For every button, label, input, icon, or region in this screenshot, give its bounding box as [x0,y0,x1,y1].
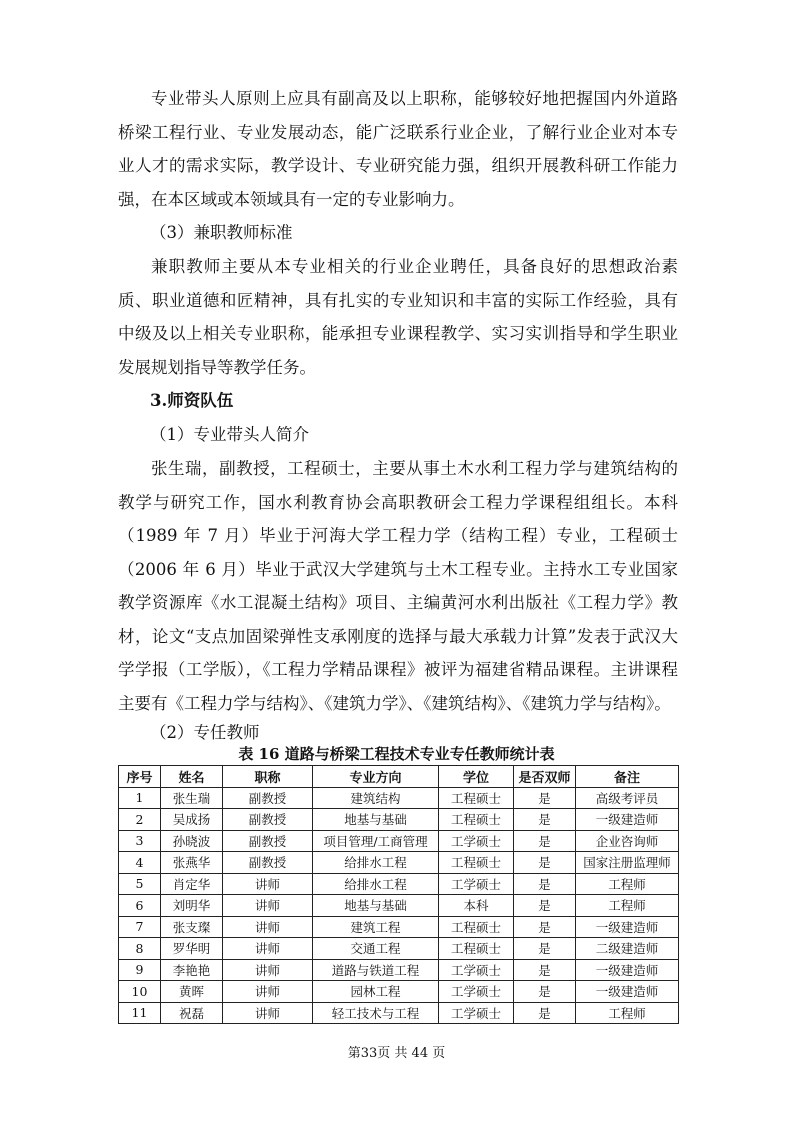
table-cell: 讲师 [223,1002,313,1024]
table-cell: 一级建造师 [576,809,679,831]
table-cell: 是 [514,1002,576,1024]
table-cell: 是 [514,787,576,809]
table-cell: 工程师 [576,1002,679,1024]
table-cell: 副教授 [223,830,313,852]
teacher-statistics-table [118,765,679,1024]
table-cell: 国家注册监理师 [576,852,679,874]
table-row [119,852,679,874]
table-row [119,916,679,938]
table-cell: 建筑工程 [313,916,439,938]
table-cell: 是 [514,830,576,852]
table-cell: 张支璨 [161,916,223,938]
table-cell: 一级建造师 [576,959,679,981]
table-row [119,938,679,960]
table-cell: 副教授 [223,787,313,809]
table-cell: 地基与基础 [313,895,439,917]
table-cell: 李艳艳 [161,959,223,981]
table-cell: 6 [119,895,161,917]
table-cell: 高级考评员 [576,787,679,809]
table-cell: 祝磊 [161,1002,223,1024]
table-cell: 交通工程 [313,938,439,960]
header-cell: 专业方向 [313,766,439,788]
table-cell: 是 [514,938,576,960]
table-cell: 吴成扬 [161,809,223,831]
table-cell: 企业咨询师 [576,830,679,852]
header-cell: 是否双师 [514,766,576,788]
table-cell: 轻工技术与工程 [313,1002,439,1024]
table-cell: 工学硕士 [439,873,514,895]
table-cell: 讲师 [223,938,313,960]
heading-full-time-teachers: （2）专任教师 [150,723,260,742]
paragraph-part-time-teachers: 兼职教师主要从本专业相关的行业企业聘任，具备良好的思想政治素质、职业道德和匠精神，具有扎实的专业知识和丰富的实际工作经验，具有中级及以上相关专业职称，能承担专业课程教学、实习实训指导和学生职业发展规划指导等教学任务。 [118,257,678,377]
heading-part-time-standard: （3）兼职教师标准 [150,223,293,242]
table-cell: 工程硕士 [439,852,514,874]
table-cell: 张生瑞 [161,787,223,809]
header-cell: 备注 [576,766,679,788]
table-cell: 2 [119,809,161,831]
table-cell: 是 [514,981,576,1003]
table-cell: 道路与铁道工程 [313,959,439,981]
table-caption: 表 16 道路与桥梁工程技术专业专任教师统计表 [238,745,555,763]
table-cell: 地基与基础 [313,809,439,831]
table-cell: 是 [514,959,576,981]
table-cell: 工学硕士 [439,830,514,852]
header-cell: 序号 [119,766,161,788]
table-cell: 刘明华 [161,895,223,917]
table-header-row [119,766,679,788]
table-cell: 是 [514,895,576,917]
table-cell: 园林工程 [313,981,439,1003]
table-cell: 项目管理/工商管理 [313,830,439,852]
table-cell: 9 [119,959,161,981]
table-cell: 肖定华 [161,873,223,895]
table-row [119,959,679,981]
table-row [119,830,679,852]
header-cell: 学位 [439,766,514,788]
table-cell: 张燕华 [161,852,223,874]
table-cell: 是 [514,916,576,938]
table-cell: 10 [119,981,161,1003]
table-cell: 二级建造师 [576,938,679,960]
table-cell: 是 [514,873,576,895]
table-cell: 3 [119,830,161,852]
table-cell: 讲师 [223,916,313,938]
paragraph-leader-profile: 张生瑞，副教授，工程硕士，主要从事土木水利工程力学与建筑结构的教学与研究工作，国水利教育协会高职教研会工程力学课程组组长。本科（1989 年 7 月）毕业于河海大学工程力学（结构工程）专业，工程硕士（2006 年 6 月）毕业于武汉大学建筑与土木工程专业。主持水工专业国家教学资源库《水工混凝土结构》项目、主编黄河水利出版社《工程力学》教材，论文“支点加固梁弹性支承刚度的选择与最大承载力计算”发表于武汉大学学报（工学版），《工程力学精品课程》被评为福建省精品课程。主讲课程主要有《工程力学与结构》、《建筑力学》、《建筑结构》、《建筑力学与结构》。 [118,459,678,713]
page-footer: 第33页 共 44 页 [347,1046,446,1061]
table-cell: 一级建造师 [576,981,679,1003]
table-cell: 本科 [439,895,514,917]
table-body [119,787,679,1024]
table-cell: 一级建造师 [576,916,679,938]
table-cell: 工程师 [576,873,679,895]
table-row [119,1002,679,1024]
table-row [119,981,679,1003]
heading-leader-profile: （1）专业带头人简介 [150,425,309,444]
table-cell: 7 [119,916,161,938]
table-cell: 副教授 [223,809,313,831]
table-cell: 11 [119,1002,161,1024]
header-cell: 职称 [223,766,313,788]
table-cell: 讲师 [223,873,313,895]
table-cell: 是 [514,809,576,831]
table-cell: 工程硕士 [439,787,514,809]
table-cell: 工学硕士 [439,959,514,981]
section-title-faculty: 3.师资队伍 [150,391,234,410]
table-cell: 孙晓波 [161,830,223,852]
header-cell: 姓名 [161,766,223,788]
table-row [119,895,679,917]
table-cell: 4 [119,852,161,874]
table-row [119,787,679,809]
table-cell: 黄晖 [161,981,223,1003]
table-cell: 建筑结构 [313,787,439,809]
table-cell: 罗华明 [161,938,223,960]
table-cell: 工学硕士 [439,1002,514,1024]
paragraph-leader-requirements: 专业带头人原则上应具有副高及以上职称，能够较好地把握国内外道路桥梁工程行业、专业发展动态，能广泛联系行业企业，了解行业企业对本专业人才的需求实际，教学设计、专业研究能力强，组织开展教科研工作能力强，在本区域或本领域具有一定的专业影响力。 [118,89,678,209]
table-cell: 工程硕士 [439,938,514,960]
table-cell: 讲师 [223,981,313,1003]
table-cell: 工学硕士 [439,981,514,1003]
table-cell: 是 [514,852,576,874]
table-cell: 工程硕士 [439,809,514,831]
table-cell: 讲师 [223,895,313,917]
table-cell: 工程师 [576,895,679,917]
table-cell: 工程硕士 [439,916,514,938]
table-row [119,809,679,831]
table-cell: 5 [119,873,161,895]
table-cell: 1 [119,787,161,809]
table-cell: 给排水工程 [313,852,439,874]
table-cell: 8 [119,938,161,960]
table-cell: 给排水工程 [313,873,439,895]
table-cell: 讲师 [223,959,313,981]
table-row [119,873,679,895]
table-cell: 副教授 [223,852,313,874]
